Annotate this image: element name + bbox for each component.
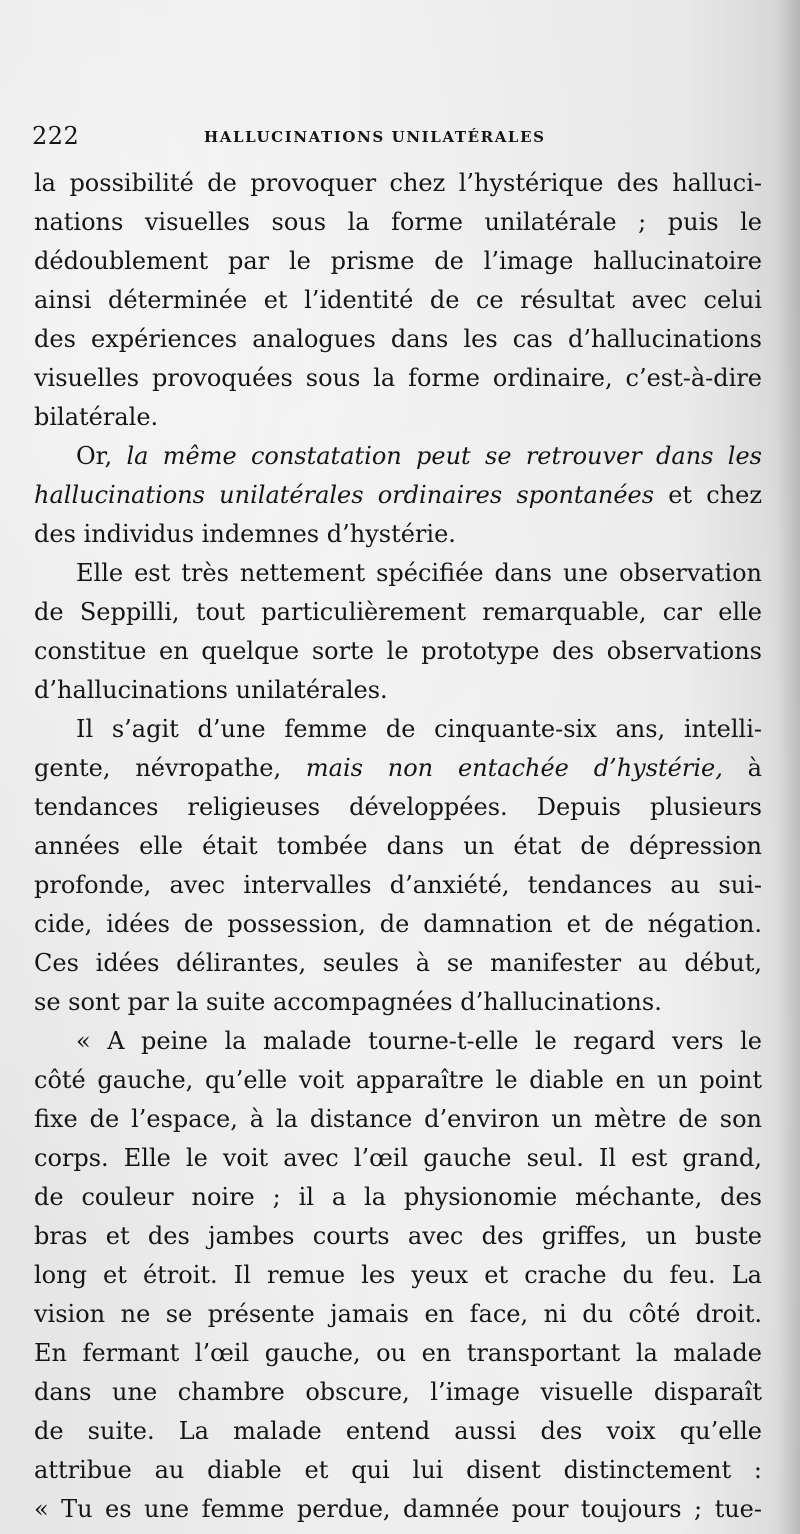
text-line: vision ne se présente jamais en face, ni du côté droit. [34,1300,762,1328]
text-line: cide, idées de possession, de damnation et de négation. [34,910,762,938]
running-head [32,122,772,152]
text-line [34,476,762,515]
text-line: constitue en quelque sorte le prototype des observations [34,637,762,665]
text-line: Ces idées délirantes, seules à se manifester au début, [34,949,762,977]
text-line: se sont par la suite accompagnées d’hallucinations. [34,988,662,1016]
italic-span: hallucinations unilatérales ordinaires spontanées [34,481,655,509]
text-span: gente, névropathe, [34,754,306,782]
text-line: de couleur noire ; il a la physionomie méchante, des [34,1183,762,1211]
text-span: à [722,754,762,782]
text-line: tendances religieuses développées. Depuis plusieurs [34,793,762,821]
text-line: d’hallucinations unilatérales. [34,676,388,704]
text-line: fixe de l’espace, à la distance d’environ un mètre de son [34,1105,762,1133]
text-line [34,437,762,476]
text-line: En fermant l’œil gauche, ou en transportant la malade [34,1339,762,1367]
text-line: visuelles provoquées sous la forme ordinaire, c’est-à-dire [34,364,762,392]
text-line: dédoublement par le prisme de l’image hallucinatoire [34,247,762,275]
text-line: « Tu es une femme perdue, damnée pour toujours ; tue- [34,1495,762,1523]
text-line: corps. Elle le voit avec l’œil gauche seul. Il est grand, [34,1144,762,1172]
text-line: attribue au diable et qui lui disent distinctement : [34,1456,762,1484]
text-line: de suite. La malade entend aussi des voix qu’elle [34,1417,762,1445]
text-line: des individus indemnes d’hystérie. [34,520,456,548]
body-text [34,164,762,1529]
text-line: bilatérale. [34,403,159,431]
text-span: Or, [76,442,127,470]
italic-span: mais non entachée d’hystérie, [305,754,723,782]
text-line: Elle est très nettement spécifiée dans une observation [76,559,762,587]
text-line: Il s’agit d’une femme de cinquante-six ans, intelli- [76,715,762,743]
text-line: long et étroit. Il remue les yeux et crache du feu. La [34,1261,762,1289]
text-line: bras et des jambes courts avec des griffes, un buste [34,1222,762,1250]
text-line: nations visuelles sous la forme unilatérale ; puis le [34,208,762,236]
text-line: profonde, avec intervalles d’anxiété, tendances au sui- [34,871,762,899]
text-line: dans une chambre obscure, l’image visuelle disparaît [34,1378,762,1406]
text-line: la possibilité de provoquer chez l’hystérique des halluci- [34,169,762,197]
text-line [34,749,762,788]
text-line: de Seppilli, tout particulièrement remarquable, car elle [34,598,762,626]
italic-span: la même constatation peut se retrouver dans les [126,442,762,470]
text-line: « A peine la malade tourne-t-elle le regard vers le [76,1027,762,1055]
running-title: HALLUCINATIONS UNILATÉRALES [204,128,546,146]
text-line: des expériences analogues dans les cas d’hallucinations [34,325,762,353]
page-number: 222 [32,122,80,150]
text-line: années elle était tombée dans un état de dépression [34,832,762,860]
text-line: côté gauche, qu’elle voit apparaître le diable en un point [34,1066,762,1094]
text-line: ainsi déterminée et l’identité de ce résultat avec celui [34,286,762,314]
text-span: et chez [654,481,762,509]
